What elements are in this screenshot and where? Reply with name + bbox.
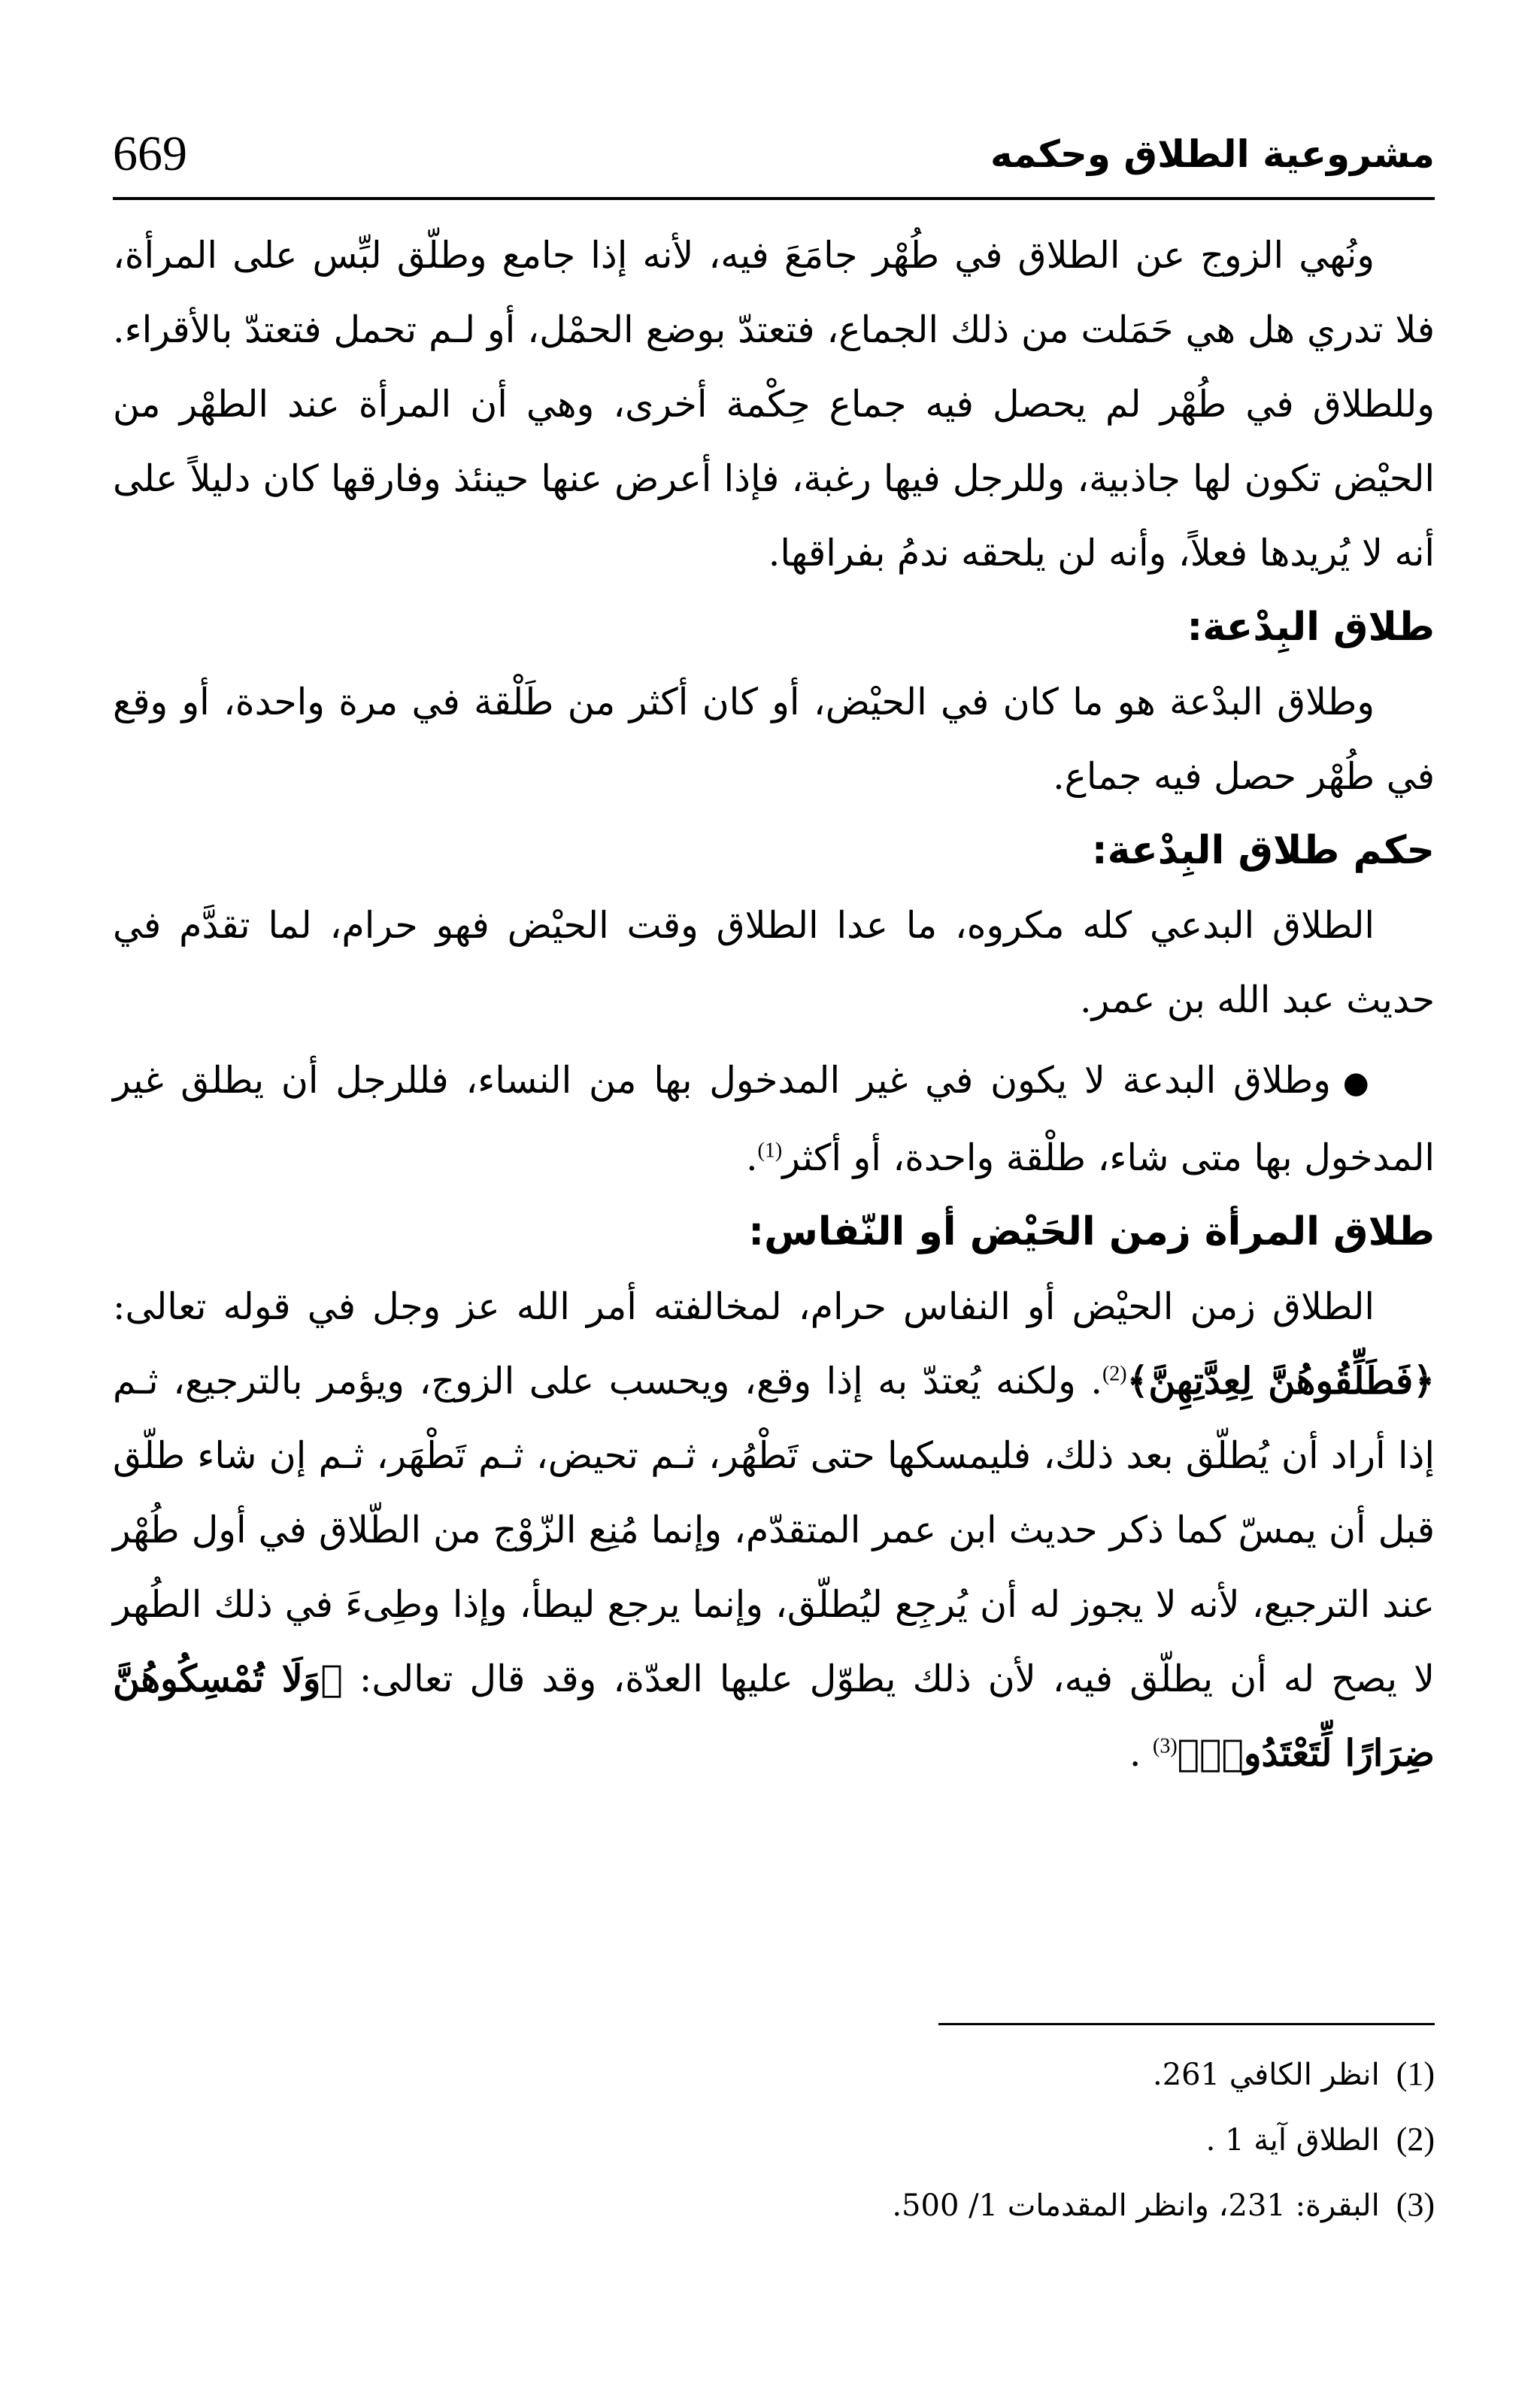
footnote-number: (2) [1396, 2121, 1435, 2158]
paragraph-5 [113, 1269, 1435, 1791]
footnote-ref-3[interactable]: (3) [1153, 1734, 1178, 1758]
running-head [113, 113, 1435, 196]
footnote-ref-1[interactable]: (1) [757, 1139, 783, 1163]
quran-verse-1: ﴿فَطَلِّقُوهُنَّ لِعِدَّتِهِنَّ﴾ [1126, 1359, 1435, 1403]
paragraph-5-middle: . ولكنه يُعتدّ به إذا وقع، ويحسب على الزوج، ويؤمر بالترجيع، ثـم إذا أراد أن يُطلّق بعد ذلك، فليمسكها حتى تَطْهُر، ثـم تحيض، ثـم تَطْهَر، ثـم إن شاء طلّق قبل أن يمسّ كما ذكر حديث ابن عمر المتقدّم، وإنما مُنِع الزّوْج من الطّلاق في أول طُهْر عند الترجيع، لأنه لا يجوز له أن يُرجِع ليُطلّق، وإنما يرجع ليطأ، وإذا وطِىءَ في ذلك الطُهر لا يصح له أن يطلّق فيه، لأن ذلك يطوّل عليها العدّة، وقد قال تعالى: [113, 1360, 1435, 1700]
header-rule [113, 197, 1435, 200]
paragraph-1: ونُهي الزوج عن الطلاق في طُهْر جامَعَ فيه، لأنه إذا جامع وطلّق لبِّس على المرأة، فلا تدري هل هي حَمَلت من ذلك الجماع، فتعتدّ بوضع الحمْل، أو لـم تحمل فتعتدّ بالأقراء. وللطلاق في طُهْر لم يحصل فيه جماع حِكْمة أخرى، وهي أن المرأة عند الطهْر من الحيْض تكون لها جاذبية، وللرجل فيها رغبة، فإذا أعرض عنها حينئذ وفارقها كان دليلاً على أنه لا يُريدها فعلاً، وأنه لن يلحقه ندمُ بفراقها. [113, 234, 1435, 575]
paragraph-3: الطلاق البدعي كله مكروه، ما عدا الطلاق وقت الحيْض فهو حرام، لما تقدَّم في حديث عبد الله بن عمر. [113, 904, 1435, 1021]
footnote-text: البقرة: 231، وانظر المقدمات 1/ 500. [892, 2188, 1380, 2223]
paragraph-5-start: الطلاق زمن الحيْض أو النفاس حرام، لمخالفته أمر الله عز وجل في قوله تعالى: [113, 1285, 1375, 1328]
paragraph-4-text: وطلاق البدعة لا يكون في غير المدخول بها من النساء، فللرجل أن يطلق غير المدخول بها متى شاء، طلْقة واحدة، أو أكثر [113, 1059, 1435, 1179]
page-number: 669 [113, 126, 187, 181]
heading-menstruation-divorce: طلاق المرأة زمن الحَيْض أو النّفاس: [748, 1209, 1435, 1254]
heading-bida-divorce: طلاق البِدْعة: [1187, 605, 1435, 650]
footnote-text: الطلاق آية 1 . [1205, 2123, 1380, 2158]
footnote-number: (1) [1396, 2055, 1435, 2092]
paragraph-4-end: . [745, 1136, 758, 1179]
heading-bida-ruling: حكم طلاق البِدْعة: [1091, 828, 1435, 873]
footnote-number: (3) [1396, 2186, 1435, 2223]
quran-verse-2: ﴿وَلَا تُمْسِكُوهُنَّ ضِرَارًا لِّتَعْتَدُوا۟﴾ [113, 1657, 1435, 1775]
footnote-2 [111, 2107, 1435, 2173]
footnote-text: انظر الكافي 261. [1153, 2058, 1380, 2092]
footnote-1 [111, 2042, 1435, 2107]
footnotes [111, 2042, 1435, 2238]
bullet-icon: ● [1342, 1066, 1375, 1100]
chapter-title: مشروعية الطلاق وحكمه [990, 132, 1435, 176]
footnote-ref-2[interactable]: (2) [1102, 1362, 1127, 1386]
paragraph-2: وطلاق البدْعة هو ما كان في الحيْض، أو كان أكثر من طَلْقة في مرة واحدة، أو وقع في طُهْر حصل فيه جماع. [113, 681, 1435, 798]
body-text [113, 218, 1435, 1791]
footnote-3 [111, 2173, 1435, 2238]
paragraph-4 [113, 1043, 1435, 1195]
footnote-rule [938, 2023, 1435, 2025]
paragraph-5-end: . [1129, 1732, 1153, 1775]
